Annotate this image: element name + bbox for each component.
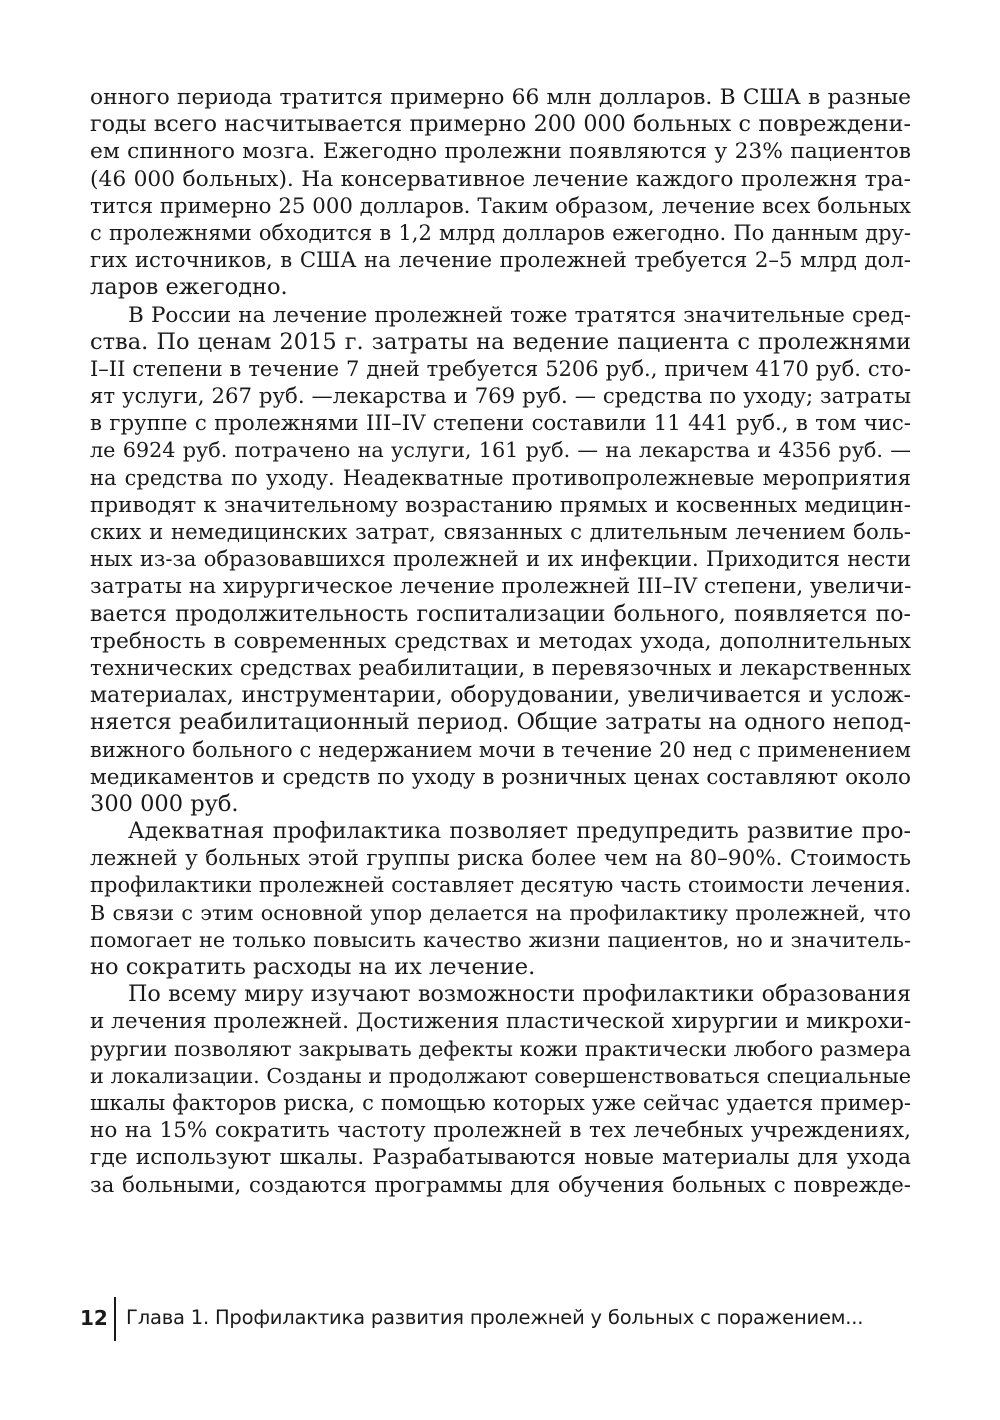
- footer-divider: [114, 1297, 116, 1341]
- text-line: за больными, создаются программы для обучения больных с поврежде-: [90, 1172, 911, 1198]
- text-line: с пролежнями обходится в 1,2 млрд долларов ежегодно. По данным дру-: [90, 220, 911, 245]
- text-line: рургии позволяют закрывать дефекты кожи практически любого размера: [90, 1036, 911, 1061]
- page-number: 12: [80, 1306, 108, 1330]
- text-line: технических средствах реабилитации, в перевязочных и лекарственных: [90, 655, 911, 681]
- text-line: ских и немедицинских затрат, связанных с длительным лечением боль-: [90, 520, 911, 545]
- text-line: ства. По ценам 2015 г. затраты на ведение пациента с пролежнями: [90, 328, 911, 355]
- page-footer: [80, 1297, 940, 1341]
- text-line: ят услуги, 267 руб. —лекарства и 769 руб. — средства по уходу; затраты: [90, 384, 911, 410]
- text-line: онного периода тратится примерно 66 млн долларов. В США в разные: [90, 85, 911, 110]
- body-text: [90, 84, 911, 1199]
- text-line: в группе с пролежнями III–IV степени составили 11 441 руб., в том чис-: [90, 411, 911, 437]
- text-line: вижного больного с недержанием мочи в течение 20 нед с применением: [90, 737, 911, 762]
- text-line: но на 15% сократить частоту пролежней в тех лечебных учреждениях,: [90, 1118, 911, 1144]
- text-line: затраты на хирургическое лечение пролежней III–IV степени, увеличи-: [90, 574, 911, 600]
- text-line: на средства по уходу. Неадекватные противопролежневые мероприятия: [90, 465, 911, 490]
- text-line: В связи с этим основной упор делается на профилактику пролежней, что: [90, 900, 911, 925]
- text-line: где используют шкалы. Разрабатываются новые материалы для ухода: [90, 1145, 911, 1171]
- text-line: профилактики пролежней составляет десятую часть стоимости лечения.: [90, 873, 911, 898]
- paragraph-first-line: По всему миру изучают возможности профилактики образования: [128, 981, 911, 1008]
- text-line: лежней у больных этой группы риска более чем на 80–90%. Стоимость: [90, 846, 911, 872]
- text-line: (46 000 больных). На консервативное лечение каждого пролежня тра-: [90, 166, 911, 192]
- text-line: ларов ежегодно.: [90, 274, 288, 301]
- text-line: и лечения пролежней. Достижения пластической хирургии и микрохи-: [90, 1009, 911, 1035]
- text-line: помогает не только повысить качество жизни пациентов, но и значитель-: [90, 927, 911, 952]
- text-line: годы всего насчитывается примерно 200 000 больных с повреждени-: [90, 111, 911, 138]
- text-line: гих источников, в США на лечение пролежней требуется 2–5 млрд дол-: [90, 248, 911, 274]
- text-line: тится примерно 25 000 долларов. Таким образом, лечение всех больных: [90, 193, 911, 219]
- text-line: 300 000 руб.: [90, 790, 239, 817]
- text-line: ем спинного мозга. Ежегодно пролежни появляются у 23% пациентов: [90, 139, 911, 165]
- text-line: няется реабилитационный период. Общие затраты на одного непод-: [90, 709, 911, 736]
- text-line: ных из-за образовавшихся пролежней и их инфекции. Приходится нести: [90, 547, 911, 572]
- paragraph-first-line: В России на лечение пролежней тоже тратятся значительные сред-: [128, 302, 911, 328]
- text-line: шкалы факторов риска, с помощью которых уже сейчас удается пример-: [90, 1090, 911, 1115]
- text-line: вается продолжительность госпитализации больного, появляется по-: [90, 601, 911, 627]
- running-title: Глава 1. Профилактика развития пролежней у больных с поражением...: [126, 1306, 864, 1329]
- text-line: но сократить расходы на их лечение.: [90, 954, 536, 980]
- text-line: ле 6924 руб. потрачено на услуги, 161 руб. — на лекарства и 4356 руб. —: [90, 438, 911, 463]
- text-line: приводят к значительному возрастанию прямых и косвенных медицин-: [90, 492, 911, 518]
- text-line: материалах, инструментарии, оборудовании, увеличивается и услож-: [90, 683, 911, 709]
- paragraph-first-line: Адекватная профилактика позволяет предупредить развитие про-: [128, 819, 911, 845]
- text-line: медикаментов и средств по уходу в розничных ценах составляют около: [90, 764, 911, 790]
- text-line: I–II степени в течение 7 дней требуется 5206 руб., причем 4170 руб. сто-: [90, 356, 911, 381]
- text-line: требность в современных средствах и методах ухода, дополнительных: [90, 628, 911, 654]
- text-line: и локализации. Созданы и продолжают совершенствоваться специальные: [90, 1063, 911, 1088]
